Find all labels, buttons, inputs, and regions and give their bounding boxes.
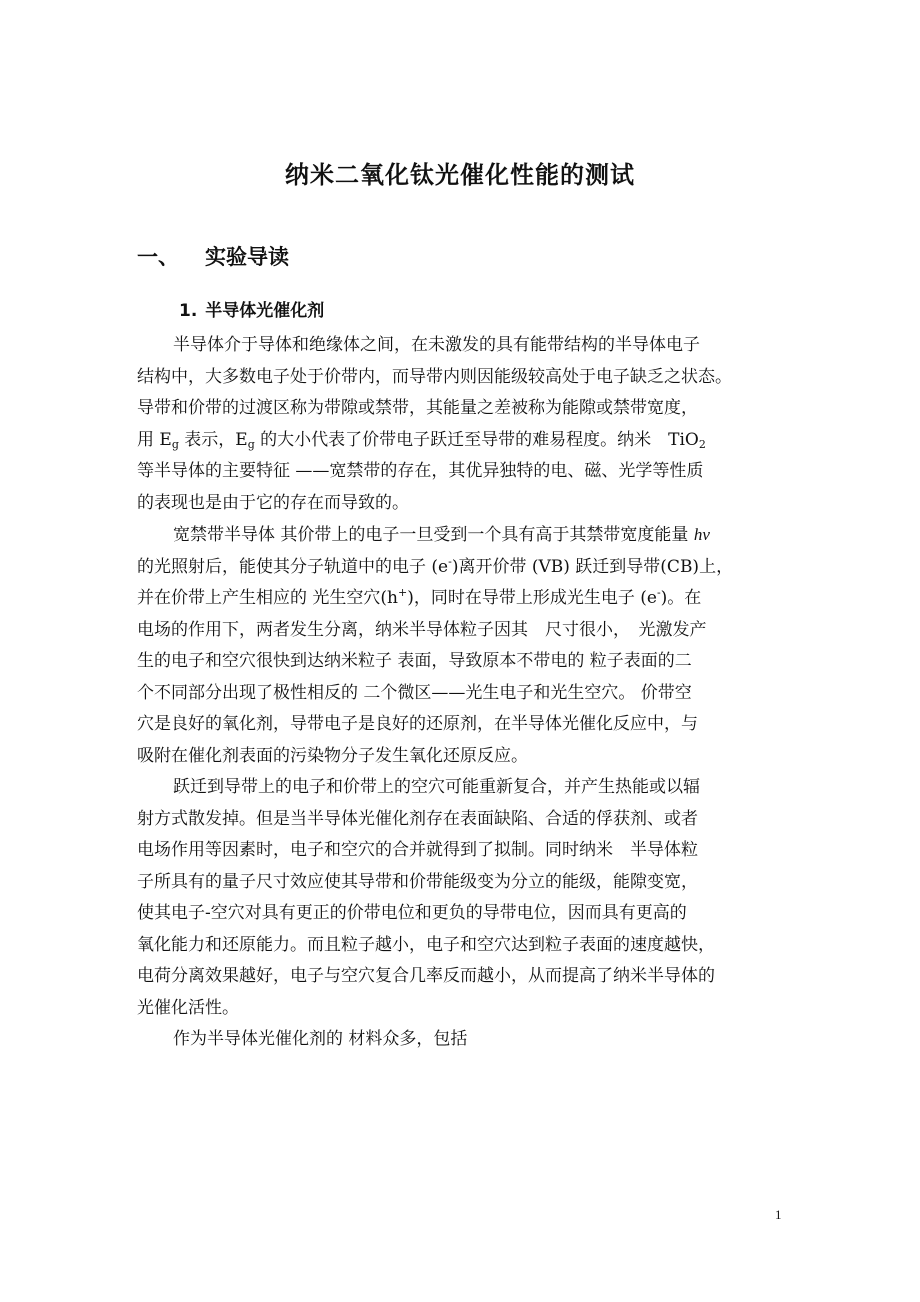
subsection-heading — [179, 296, 324, 321]
text-line: 吸附在催化剂表面的污染物分子发生氧化还原反应。 — [137, 745, 528, 766]
text-line: 子所具有的量子尺寸效应使其导带和价带能级变为分立的能级，能隙变宽， — [137, 871, 698, 892]
text-line: 射方式散发掉。但是当半导体光催化剂存在表面缺陷、合适的俘获剂、或者 — [137, 808, 698, 829]
text-line: 用 $E_g$ 表示，$E_g$ 的大小代表了价带电子跃迁至导带的难易程度。纳米 TiO$_2$ — [137, 429, 706, 451]
section-number: 一、 — [137, 245, 179, 269]
text-line: 氧化能力和还原能力。而且粒子越小，电子和空穴达到粒子表面的速度越快， — [137, 934, 715, 955]
page-number: 1 — [775, 1207, 782, 1222]
text-line: 导带和价带的过渡区称为带隙或禁带，其能量之差被称为能隙或禁带宽度， — [137, 398, 698, 418]
body-text — [137, 330, 780, 1056]
text-line: 的光照射后，能使其分子轨道中的电子 (e-)离开价带 (VB) 跃迁到导带(CB)上， — [137, 554, 734, 577]
section-title: 实验导读 — [205, 245, 289, 269]
subsection-number: 1. — [179, 301, 198, 321]
paragraph-3 — [137, 772, 780, 1024]
text-line: 电荷分离效果越好，电子与空穴复合几率反而越小，从而提高了纳米半导体的 — [137, 966, 715, 986]
page-title: 纳米二氧化钛光催化性能的测试 — [285, 161, 635, 189]
text-line: 半导体介于导体和绝缘体之间，在未激发的具有能带结构的半导体电子 — [173, 335, 700, 355]
section-heading — [137, 241, 289, 271]
paragraph-4 — [137, 1024, 780, 1056]
text-line: 宽禁带半导体 其价带上的电子一旦受到一个具有高于其禁带宽度能量 hv — [173, 525, 710, 545]
text-line: 个不同部分出现了极性相反的 二个微区——光生电子和光生空穴。 价带空 — [137, 682, 692, 703]
text-line: 作为半导体光催化剂的 材料众多，包括 — [173, 1029, 468, 1049]
text-line: 使其电子-空穴对具有更正的价带电位和更负的导带电位，因而具有更高的 — [137, 903, 687, 923]
text-line: 的表现也是由于它的存在而导致的。 — [137, 492, 409, 513]
text-line: 电场作用等因素时，电子和空穴的合并就得到了拟制。同时纳米 半导体粒 — [137, 840, 698, 860]
text-line: 跃迁到导带上的电子和价带上的空穴可能重新复合，并产生热能或以辐 — [173, 777, 700, 797]
paragraph-1 — [137, 330, 780, 519]
text-line: 光催化活性。 — [137, 997, 239, 1018]
text-line: 并在价带上产生相应的 光生空穴(h+)，同时在导带上形成光生电子 (e-)。在 — [137, 586, 702, 608]
text-line: 电场的作用下，两者发生分离，纳米半导体粒子因其 尺寸很小， 光激发产 — [137, 619, 707, 640]
text-line: 等半导体的主要特征 ——宽禁带的存在，其优异独特的电、磁、光学等性质 — [137, 461, 704, 481]
text-line: 生的电子和空穴很快到达纳米粒子 表面，导致原本不带电的 粒子表面的二 — [137, 651, 692, 671]
text-line: 结构中，大多数电子处于价带内，而导带内则因能级较高处于电子缺乏之状态。 — [137, 366, 732, 387]
paragraph-2 — [137, 519, 780, 772]
text-line: 穴是良好的氧化剂，导带电子是良好的还原剂，在半导体光催化反应中，与 — [137, 714, 698, 734]
subsection-title: 半导体光催化剂 — [205, 301, 325, 321]
